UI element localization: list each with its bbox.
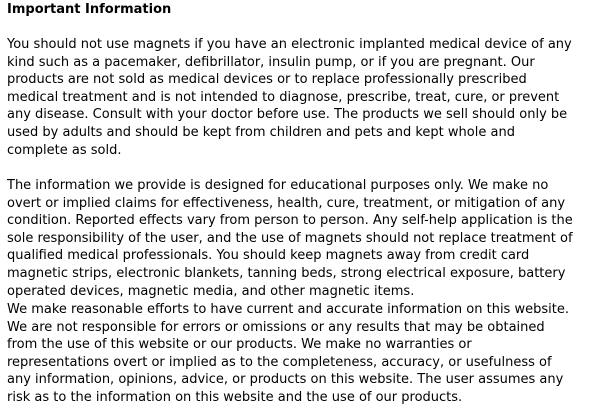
- text-line: The information we provide is designed for educational purposes only. We make no: [7, 178, 549, 193]
- text-line: from the use of this website or our products. We make no warranties or: [7, 337, 472, 353]
- text-line: any information, opinions, advice, or products on this website. The user assumes any: [7, 372, 564, 388]
- text-line: overt or implied claims for effectiveness, health, cure, treatment, or mitigation of any: [7, 195, 566, 211]
- text-line: representations overt or implied as to the completeness, accuracy, or usefulness of: [7, 354, 552, 370]
- disclaimer-content: [7, 0, 595, 405]
- text-line: We make reasonable efforts to have current and accurate information on this website.: [7, 302, 569, 317]
- text-line: kind such as a pacemaker, defibrillator, insulin pump, or if you are pregnant. Our: [7, 54, 535, 70]
- text-line: condition. Reported effects vary from person to person. Any self-help application is the: [7, 213, 573, 229]
- paragraph-medical-warning: [7, 36, 572, 159]
- text-line: any disease. Consult with your doctor before use. The products we sell should only be: [7, 107, 568, 123]
- text-line: We are not responsible for errors or omissions or any results that may be obtained: [7, 319, 545, 335]
- text-line: qualified medical professionals. You should keep magnets away from credit card: [7, 248, 530, 264]
- text-line: operated devices, magnetic media, and other magnetic items.: [7, 283, 415, 299]
- text-line: You should not use magnets if you have an electronic implanted medical device of any: [7, 37, 572, 52]
- text-line: magnetic strips, electronic blankets, tanning beds, strong electrical exposure, battery: [7, 265, 566, 281]
- text-line: complete as sold.: [7, 142, 122, 158]
- text-line: medical treatment and is not intended to diagnose, prescribe, treat, cure, or prevent: [7, 89, 560, 105]
- text-line: risk as to the information on this website and the use of our products.: [7, 389, 463, 405]
- text-line: sole responsibility of the user, and the use of magnets should not replace treatment of: [7, 230, 573, 246]
- page-heading: Important Information: [7, 2, 172, 17]
- paragraph-liability: [7, 301, 569, 407]
- text-line: used by adults and should be kept from children and pets and kept whole and: [7, 124, 515, 140]
- paragraph-educational-purpose: [7, 177, 573, 300]
- text-line: products are not sold as medical devices or to replace professionally prescribed: [7, 72, 527, 88]
